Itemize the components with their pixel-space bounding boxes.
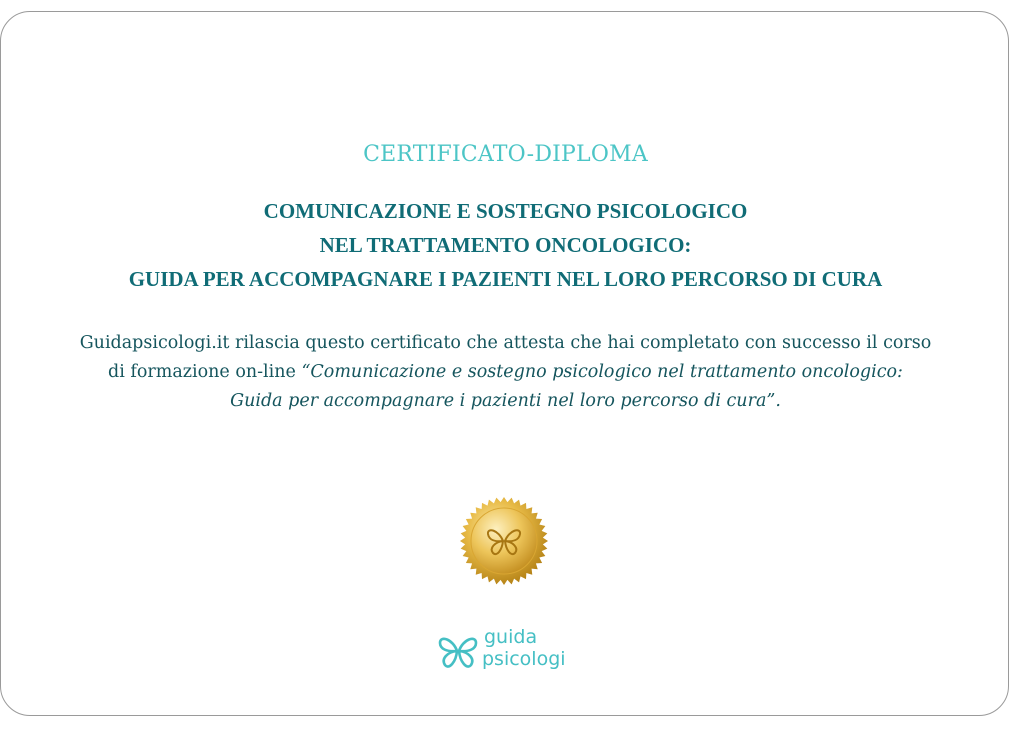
statement-line-1: Guidapsicologi.it rilascia questo certificato che attesta che hai completato con successo il corso [79,333,932,353]
statement-line-3 [0,387,1011,416]
butterfly-logo-icon [437,632,479,670]
course-title-line-3: GUIDA PER ACCOMPAGNARE I PAZIENTI NEL LORO PERCORSO DI CURA [128,267,883,291]
certificate-heading: CERTIFICATO-DIPLOMA [363,142,648,167]
logo-word-guida: guida [484,626,538,648]
gold-seal-icon [459,496,549,586]
statement-line-2 [0,358,1011,387]
statement-course-name-part-1: “Comunicazione e sostegno psicologico nel trattamento oncologico: [301,362,903,382]
statement-course-name-part-2: Guida per accompagnare i pazienti nel loro percorso di cura”. [230,391,781,411]
guidapsicologi-logo [437,628,577,674]
course-title-line-1: COMUNICAZIONE E SOSTEGNO PSICOLOGICO [263,199,748,223]
logo-word-psicologi: psicologi [482,648,566,670]
course-title [0,194,1011,296]
statement-line-2-prefix: di formazione on-line [108,362,302,382]
course-title-line-2: NEL TRATTAMENTO ONCOLOGICO: [319,233,692,257]
certificate-statement [0,329,1011,416]
